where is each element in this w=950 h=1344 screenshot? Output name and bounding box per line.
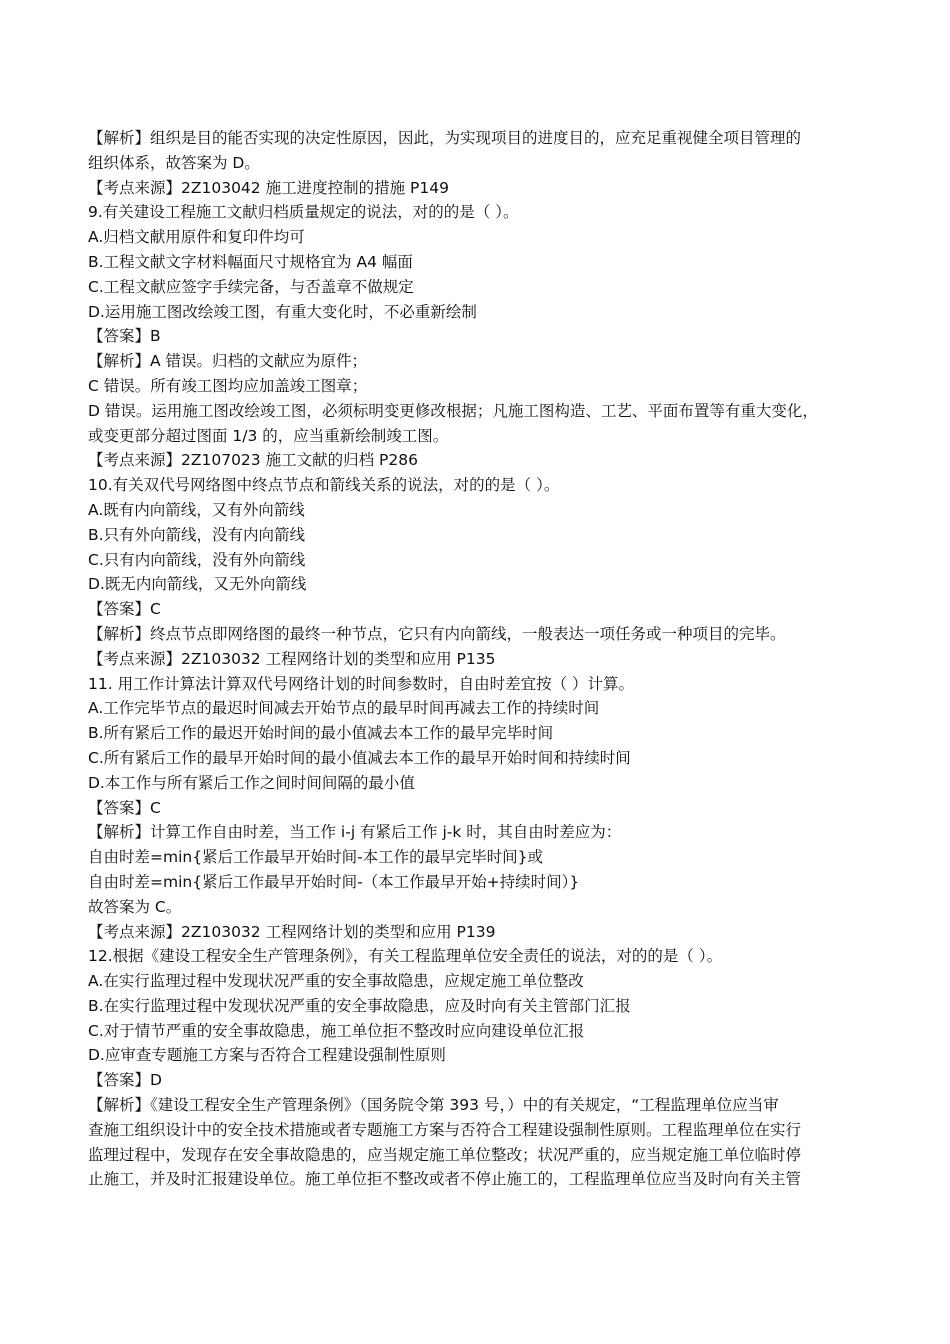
text-line: C 错误。所有竣工图均应加盖竣工图章； [88,376,368,395]
text-line: 【解析】组织是目的能否实现的决定性原因，因此，为实现项目的进度目的，应充足重视健全项目管理的 [88,129,802,147]
text-line: 【解析】A 错误。归档的文献应为原件； [88,352,368,371]
text-line: C.所有紧后工作的最早开始时间的最小值减去本工作的最早开始时间和持续时间 [88,748,631,767]
text-line: A.既有内向箭线，又有外向箭线 [88,500,305,519]
text-line: 故答案为 C。 [88,897,182,916]
text-line: 监理过程中，发现存在安全事故隐患的，应当规定施工单位整改；状况严重的，应当规定施工单位临时停 [88,1145,802,1164]
text-line: C.对于情节严重的安全事故隐患，施工单位拒不整改时应向建设单位汇报 [88,1021,585,1040]
text-line: 【解析】终点节点即网络图的最终一种节点，它只有内向箭线，一般表达一项任务或一种项目的完毕。 [88,624,786,643]
text-line: 自由时差=min{紧后工作最早开始时间-本工作的最早完毕时间}或 [88,848,544,867]
text-line: 组织体系，故答案为 D。 [88,153,260,172]
text-line: 查施工组织设计中的安全技术措施或者专题施工方案与否符合工程建设强制性原则。工程监理单位在实行 [88,1120,802,1139]
text-line: B.所有紧后工作的最迟开始时间的最小值减去本工作的最早完毕时间 [88,724,554,743]
text-line: 11. 用工作计算法计算双代号网络计划的时间参数时，自由时差宜按（ ）计算。 [88,674,635,693]
text-line: D.运用施工图改绘竣工图，有重大变化时，不必重新绘制 [88,302,477,321]
text-line: C.只有内向箭线，没有外向箭线 [88,550,306,569]
text-line: B.工程文献文字材料幅面尺寸规格宜为 A4 幅面 [88,252,413,271]
text-line: A.工作完毕节点的最迟时间减去开始节点的最早时间再减去工作的持续时间 [88,699,600,718]
text-line: D.既无内向箭线，又无外向箭线 [88,575,307,594]
text-line: B.在实行监理过程中发现状况严重的安全事故隐患，应及时向有关主管部门汇报 [88,996,631,1015]
text-line: 【考点来源】2Z103032 工程网络计划的类型和应用 P135 [88,649,496,668]
text-line: 【考点来源】2Z103032 工程网络计划的类型和应用 P139 [88,922,496,941]
text-line: 【考点来源】2Z107023 施工文献的归档 P286 [88,451,418,470]
text-line: 【答案】C [88,798,161,817]
text-line: 【答案】C [88,600,161,619]
text-line: A.在实行监理过程中发现状况严重的安全事故隐患，应规定施工单位整改 [88,972,584,991]
text-line: 【答案】B [88,327,161,346]
text-line: 【答案】D [88,1071,162,1090]
text-line: 【解析】《建设工程安全生产管理条例》（国务院令第 393 号，）中的有关规定，“工程监理单位应当审 [88,1096,779,1115]
document-page [88,126,868,1192]
text-line: D 错误。运用施工图改绘竣工图，必须标明变更修改根据；凡施工图构造、工艺、平面布置等有重大变化， [88,401,818,420]
text-line: 自由时差=min{紧后工作最早开始时间-（本工作最早开始+持续时间）} [88,872,580,891]
text-line: 【解析】计算工作自由时差，当工作 i-j 有紧后工作 j-k 时，其自由时差应为： [88,823,622,842]
text-line: 或变更部分超过图面 1/3 的，应当重新绘制竣工图。 [88,426,449,445]
text-line: B.只有外向箭线，没有内向箭线 [88,525,306,544]
text-line: A.归档文献用原件和复印件均可 [88,228,305,247]
text-line: 止施工，并及时汇报建设单位。施工单位拒不整改或者不停止施工的，工程监理单位应当及时向有关主管 [88,1170,802,1189]
text-line: D.本工作与所有紧后工作之间时间间隔的最小值 [88,773,415,792]
text-line: D.应审查专题施工方案与否符合工程建设强制性原则 [88,1046,446,1065]
text-line: 9.有关建设工程施工文献归档质量规定的说法，对的的是（ ）。 [88,203,519,222]
text-line: C.工程文献应签字手续完备，与否盖章不做规定 [88,277,414,296]
text-line: 【考点来源】2Z103042 施工进度控制的措施 P149 [88,178,449,197]
text-line: 12.根据《建设工程安全生产管理条例》，有关工程监理单位安全责任的说法，对的的是（ ）。 [88,947,723,966]
text-line: 10.有关双代号网络图中终点节点和箭线关系的说法，对的的是（ ）。 [88,476,560,495]
